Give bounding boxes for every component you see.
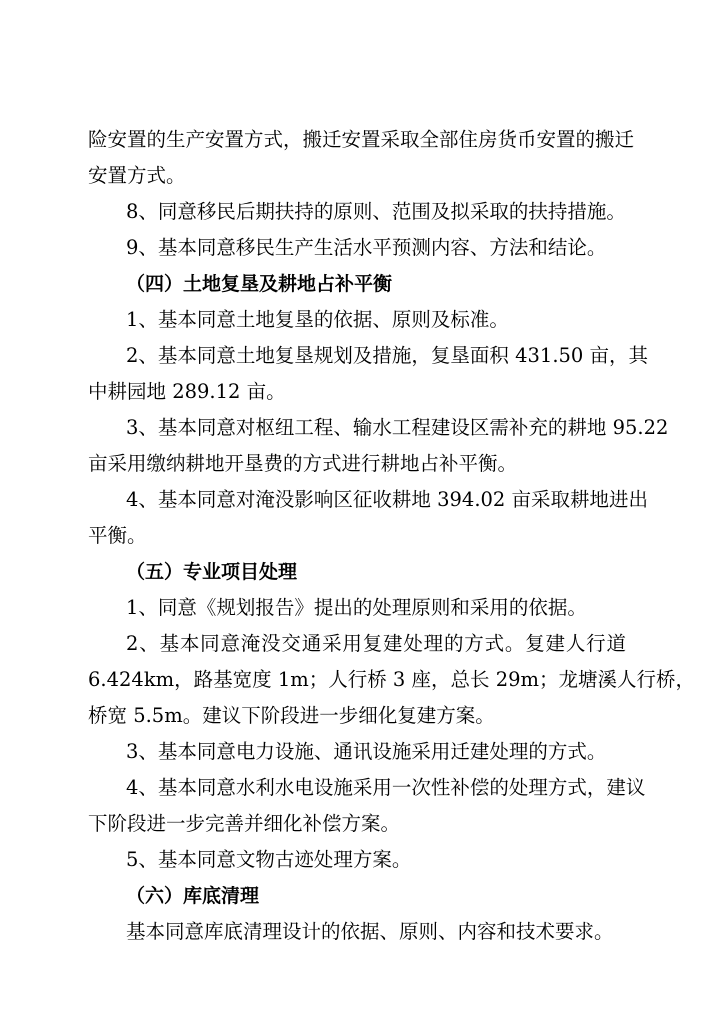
- text-line: 9、基本同意移民生产生活水平预测内容、方法和结论。: [126, 236, 607, 259]
- text-line: 8、同意移民后期扶持的原则、范围及拟采取的扶持措施。: [126, 200, 626, 223]
- text-line: 2、基本同意淹没交通采用复建处理的方式。复建人行道: [126, 632, 626, 655]
- text-line: 亩采用缴纳耕地开垦费的方式进行耕地占补平衡。: [88, 452, 518, 475]
- text-line: 4、基本同意水利水电设施采用一次性补偿的处理方式，建议: [126, 776, 646, 799]
- text-line: 桥宽 5.5m。建议下阶段进一步细化复建方案。: [88, 704, 495, 727]
- text-line: 1、基本同意土地复垦的依据、原则及标准。: [126, 308, 509, 331]
- text-line: 6.424km，路基宽度 1m；人行桥 3 座，总长 29m；龙塘溪人行桥，: [88, 668, 696, 691]
- section-heading: （六）库底清理: [126, 885, 260, 907]
- text-line: 1、同意《规划报告》提出的处理原则和采用的依据。: [126, 596, 587, 619]
- text-line: 2、基本同意土地复垦规划及措施，复垦面积 431.50 亩，其: [126, 344, 649, 367]
- section-heading: （四）土地复垦及耕地占补平衡: [126, 273, 393, 295]
- text-line: 3、基本同意对枢纽工程、输水工程建设区需补充的耕地 95.22: [126, 416, 669, 439]
- section-heading: （五）专业项目处理: [126, 561, 298, 583]
- text-line: 4、基本同意对淹没影响区征收耕地 394.02 亩采取耕地进出: [126, 488, 649, 511]
- text-line: 下阶段进一步完善并细化补偿方案。: [88, 812, 401, 835]
- text-line: 中耕园地 289.12 亩。: [88, 380, 286, 403]
- text-line: 平衡。: [88, 524, 147, 547]
- text-line: 5、基本同意文物古迹处理方案。: [126, 848, 412, 871]
- text-line: 基本同意库底清理设计的依据、原则、内容和技术要求。: [126, 920, 614, 943]
- text-line: 3、基本同意电力设施、通讯设施采用迁建处理的方式。: [126, 740, 607, 763]
- text-line: 险安置的生产安置方式，搬迁安置采取全部住房货币安置的搬迁: [88, 128, 635, 151]
- text-line: 安置方式。: [88, 164, 186, 187]
